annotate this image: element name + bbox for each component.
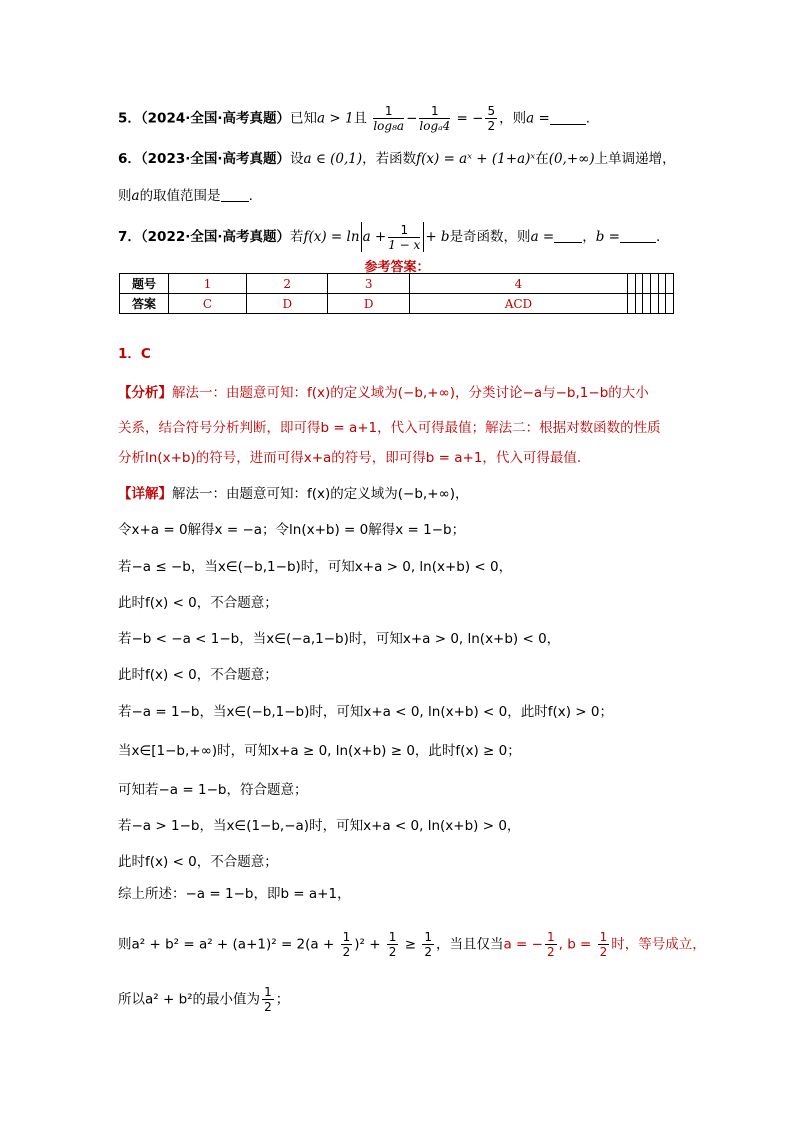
abs-bar [361, 222, 362, 252]
fraction: $\frac{1}{2}$ [264, 985, 272, 1014]
table-cell [658, 294, 666, 314]
table-cell: D [328, 294, 409, 314]
analysis-line-3: 分析ln(x+b)的符号，进而可得x+a的符号，即可得b = a+1，代入可得最值. [118, 450, 582, 466]
answers-title: 参考答案： [364, 260, 430, 275]
analysis-line-1: 【分析】解法一：由题意可知：f(x)的定义域为(−b,+∞)，分类讨论−a与−b,1−b的大小 [118, 385, 649, 401]
detail-line-12: 综上所述：−a = 1−b，即b = a+1， [118, 886, 351, 902]
detail-line-7: 若−a = 1−b，当x∈(−b,1−b)时，可知x+a < 0, ln(x+b) < 0，此时f(x) > 0； [118, 704, 613, 720]
table-cell: C [169, 294, 247, 314]
detail-line-13: 则a² + b² = a² + (a+1)² = 2(a + $\frac{1}{2}$ )² + $\frac{1}{2}$ ≥ $\frac{1}{2}$ ，当且仅当a = − $\frac{1}{2}$ , b = $\frac{1}{2}$ 时，等号成立， [118, 930, 706, 959]
answer-blank[interactable] [554, 230, 582, 243]
detail-line-14: 所以a² + b²的最小值为 $\frac{1}{2}$ ； [118, 985, 290, 1014]
answer-blank[interactable] [620, 230, 656, 243]
table-cell [650, 294, 658, 314]
problem-6-source: （2023·全国·高考真题） [140, 151, 290, 167]
table-cell [643, 274, 651, 294]
detail-tag: 【详解】 [118, 486, 172, 502]
fraction: $\frac{1}{2}$ [424, 930, 432, 959]
table-cell [658, 274, 666, 294]
solution-heading: 1．C [118, 346, 151, 362]
row-label: 答案 [120, 294, 169, 314]
table-cell [650, 274, 658, 294]
problem-7: 7．（2022·全国·高考真题）若f(x) = ln a + $\frac{1}{1 - x}$ + b是奇函数，则a = ，b = . [118, 222, 661, 252]
fraction: $\frac{1}{1 - x}$ [388, 222, 421, 252]
table-cell [666, 274, 674, 294]
problem-6-number: 6． [118, 151, 141, 167]
detail-line-9: 可知若−a = 1−b，符合题意； [118, 782, 308, 798]
table-row [120, 274, 674, 294]
fraction: $\frac{1}{2}$ [388, 930, 397, 959]
table-cell: D [247, 294, 328, 314]
table-cell [627, 294, 635, 314]
answer-blank[interactable] [550, 112, 586, 125]
table-cell [627, 274, 635, 294]
problem-6-line-2: 则a的取值范围是 . [118, 188, 253, 204]
table-cell [666, 294, 674, 314]
fraction: $\frac{1}{2}$ [546, 930, 555, 959]
fraction: $\frac{1}{2}$ [599, 930, 608, 959]
problem-5-number: 5． [118, 110, 141, 127]
table-row [120, 294, 674, 314]
table-cell: ACD [409, 294, 627, 314]
table-cell [635, 294, 643, 314]
detail-line-3: 若−a ≤ −b，当x∈(−b,1−b)时，可知x+a > 0, ln(x+b) < 0， [118, 559, 513, 575]
fraction: $\frac{1}{\text{log₈a}}$ [373, 104, 405, 133]
fraction: $\frac{1}{\text{logₐ4}}$ [419, 104, 451, 133]
detail-line-1: 【详解】解法一：由题意可知：f(x)的定义域为(−b,+∞)， [118, 486, 469, 502]
problem-5-source: （2024·全国·高考真题） [140, 110, 290, 127]
detail-line-5: 若−b < −a < 1−b，当x∈(−a,1−b)时，可知x+a > 0, ln(x+b) < 0， [118, 631, 561, 647]
table-cell: 1 [169, 274, 247, 294]
detail-line-2: 令x+a = 0解得x = −a；令ln(x+b) = 0解得x = 1−b； [118, 522, 466, 538]
row-label: 题号 [120, 274, 169, 294]
table-cell: 4 [409, 274, 627, 294]
table-cell [635, 274, 643, 294]
analysis-tag: 【分析】 [118, 385, 172, 401]
fraction: $\frac{5}{2}$ [487, 104, 496, 133]
answer-blank[interactable] [221, 189, 249, 202]
table-cell [643, 294, 651, 314]
problem-6: 6．（2023·全国·高考真题）设a ∈ (0,1)，若函数f(x) = aˣ + (1+a)ˣ在(0,+∞)上单调递增， [118, 151, 676, 167]
problem-7-number: 7． [118, 229, 141, 245]
detail-line-6: 此时f(x) < 0，不合题意； [118, 667, 278, 683]
table-cell: 3 [328, 274, 409, 294]
analysis-line-2: 关系，结合符号分析判断，即可得b = a+1，代入可得最值；解法二：根据对数函数的性质 [118, 420, 661, 436]
detail-line-10: 若−a > 1−b，当x∈(1−b,−a)时，可知x+a < 0, ln(x+b) > 0， [118, 818, 521, 834]
detail-line-11: 此时f(x) < 0，不合题意； [118, 854, 278, 870]
problem-7-source: （2022·全国·高考真题） [140, 229, 290, 245]
detail-line-8: 当x∈[1−b,+∞)时，可知x+a ≥ 0, ln(x+b) ≥ 0，此时f(x) ≥ 0； [118, 743, 521, 759]
fraction: $\frac{1}{2}$ [342, 930, 351, 959]
problem-5: 5．（2024·全国·高考真题）已知a > 1且 $\frac{1}{\text{log₈a}}$ − $\frac{1}{\text{logₐ4}}$ = − $\frac{5}{2}$ ，则a = . [118, 104, 591, 133]
table-cell: 2 [247, 274, 328, 294]
answers-table [119, 273, 674, 314]
detail-line-4: 此时f(x) < 0，不合题意； [118, 595, 278, 611]
